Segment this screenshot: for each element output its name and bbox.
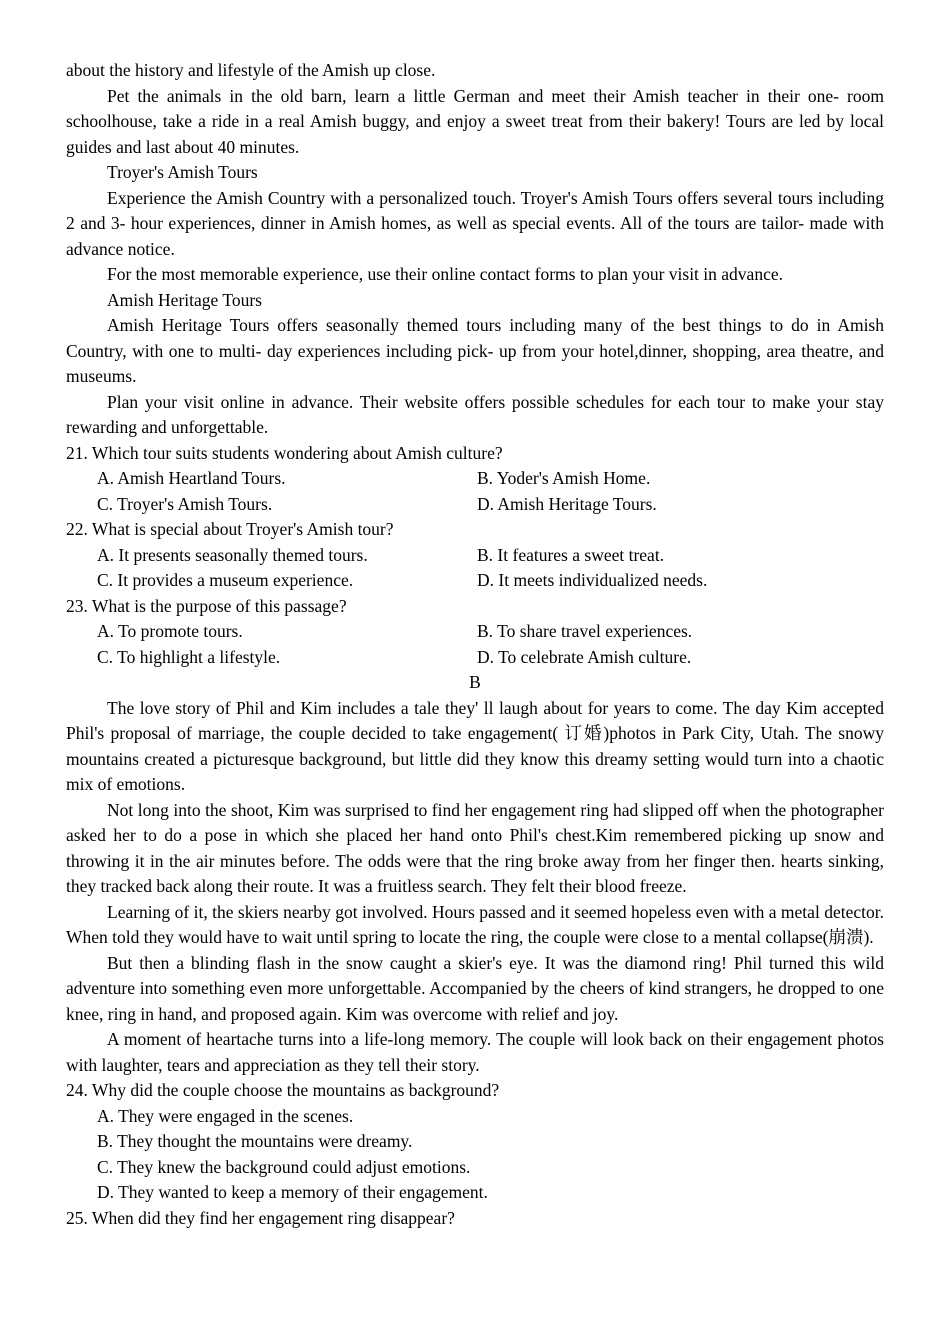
question-25-stem: 25. When did they find her engagement ring disappear?	[66, 1207, 455, 1228]
question-24-stem: 24. Why did the couple choose the mountains as background?	[66, 1080, 500, 1100]
passage-a-intro-tail: about the history and lifestyle of the Amish up close.	[66, 60, 436, 80]
passage-a-paragraph-1: Pet the animals in the old barn, learn a little German and meet their Amish teacher in their one- room schoolhouse, take a ride in a real Amish buggy, and enjoy a sweet treat from their bakery! Tours are led by local guides and last about 40 minutes.	[66, 85, 884, 157]
question-23-options-ab	[66, 619, 884, 645]
question-21-options-cd	[66, 492, 884, 518]
question-24-option-b: B. They thought the mountains were dreamy.	[97, 1131, 413, 1151]
heritage-tours-paragraph-1: Amish Heritage Tours offers seasonally themed tours including many of the best things to do in Amish Country, with one to multi- day experiences including pick- up from your hotel,dinner, shopping, area theatre, and museums.	[66, 315, 884, 386]
question-23-option-b: B. To share travel experiences.	[477, 621, 693, 641]
question-22-options-ab	[66, 543, 884, 569]
passage-b-paragraph-1: The love story of Phil and Kim includes a tale they' ll laugh about for years to come. The day Kim accepted Phil's proposal of marriage, the couple decided to take engagement( 订婚)photos in Park City, Utah. The snowy mountains created a picturesque background, but little did they know this dreamy setting would turn into a chaotic mix of emotions.	[66, 697, 884, 794]
question-23-option-c: C. To highlight a lifestyle.	[97, 646, 281, 667]
passage-b-paragraph-2: Not long into the shoot, Kim was surprised to find her engagement ring had slipped off when the photographer asked her to do a pose in which she placed her hand onto Phil's chest.Kim remembered picking up snow and throwing it in the air minutes before. The odds were that the ring broke away from her finger then. hearts sinking, they tracked back along their route. It was a fruitless search. They felt their blood freeze.	[66, 799, 884, 896]
question-22-options-cd	[66, 568, 884, 594]
section-b-label: B	[469, 672, 481, 692]
question-22-stem: 22. What is special about Troyer's Amish tour?	[66, 519, 394, 539]
document-page	[66, 58, 884, 1231]
question-24-option-d: D. They wanted to keep a memory of their engagement.	[97, 1182, 488, 1202]
question-22-option-a: A. It presents seasonally themed tours.	[97, 544, 368, 565]
question-22-option-b: B. It features a sweet treat.	[477, 544, 665, 565]
troyer-tours-heading: Troyer's Amish Tours	[107, 162, 258, 182]
heritage-tours-paragraph-2: Plan your visit online in advance. Their website offers possible schedules for each tour to make your stay rewarding and unforgettable.	[66, 391, 884, 437]
question-24-option-a: A. They were engaged in the scenes.	[97, 1105, 354, 1126]
question-22-option-d: D. It meets individualized needs.	[477, 570, 708, 590]
question-21-option-a: A. Amish Heartland Tours.	[97, 468, 286, 488]
question-21-stem: 21. Which tour suits students wondering about Amish culture?	[66, 442, 503, 463]
question-24-option-c: C. They knew the background could adjust emotions.	[97, 1156, 471, 1177]
passage-b-paragraph-4: But then a blinding flash in the snow caught a skier's eye. It was the diamond ring! Phil turned this wild adventure into something even more unforgettable. Accompanied by the cheers of kind strangers, he dropped to one knee, ring in hand, and proposed again. Kim was overcome with relief and joy.	[66, 952, 884, 1024]
question-21-option-c: C. Troyer's Amish Tours.	[97, 493, 273, 514]
question-21-options-ab	[66, 466, 884, 492]
troyer-tours-paragraph-1: Experience the Amish Country with a personalized touch. Troyer's Amish Tours offers several tours including 2 and 3- hour experiences, dinner in Amish homes, as well as special events. All of the tours are tailor- made with advance notice.	[66, 187, 884, 259]
question-21-option-d: D. Amish Heritage Tours.	[477, 493, 657, 514]
question-23-option-a: A. To promote tours.	[97, 621, 243, 641]
troyer-tours-paragraph-2: For the most memorable experience, use their online contact forms to plan your visit in advance.	[107, 264, 783, 284]
passage-b-paragraph-3: Learning of it, the skiers nearby got involved. Hours passed and it seemed hopeless even with a metal detector. When told they would have to wait until spring to locate the ring, the couple were close to a mental collapse(崩溃).	[66, 901, 884, 947]
passage-b-paragraph-5: A moment of heartache turns into a life-long memory. The couple will look back on their engagement photos with laughter, tears and appreciation as they tell their story.	[66, 1029, 884, 1075]
question-23-options-cd	[66, 645, 884, 671]
question-22-option-c: C. It provides a museum experience.	[97, 570, 354, 590]
question-23-option-d: D. To celebrate Amish culture.	[477, 646, 692, 667]
heritage-tours-heading: Amish Heritage Tours	[107, 289, 262, 310]
question-23-stem: 23. What is the purpose of this passage?	[66, 595, 347, 616]
question-21-option-b: B. Yoder's Amish Home.	[477, 468, 651, 488]
